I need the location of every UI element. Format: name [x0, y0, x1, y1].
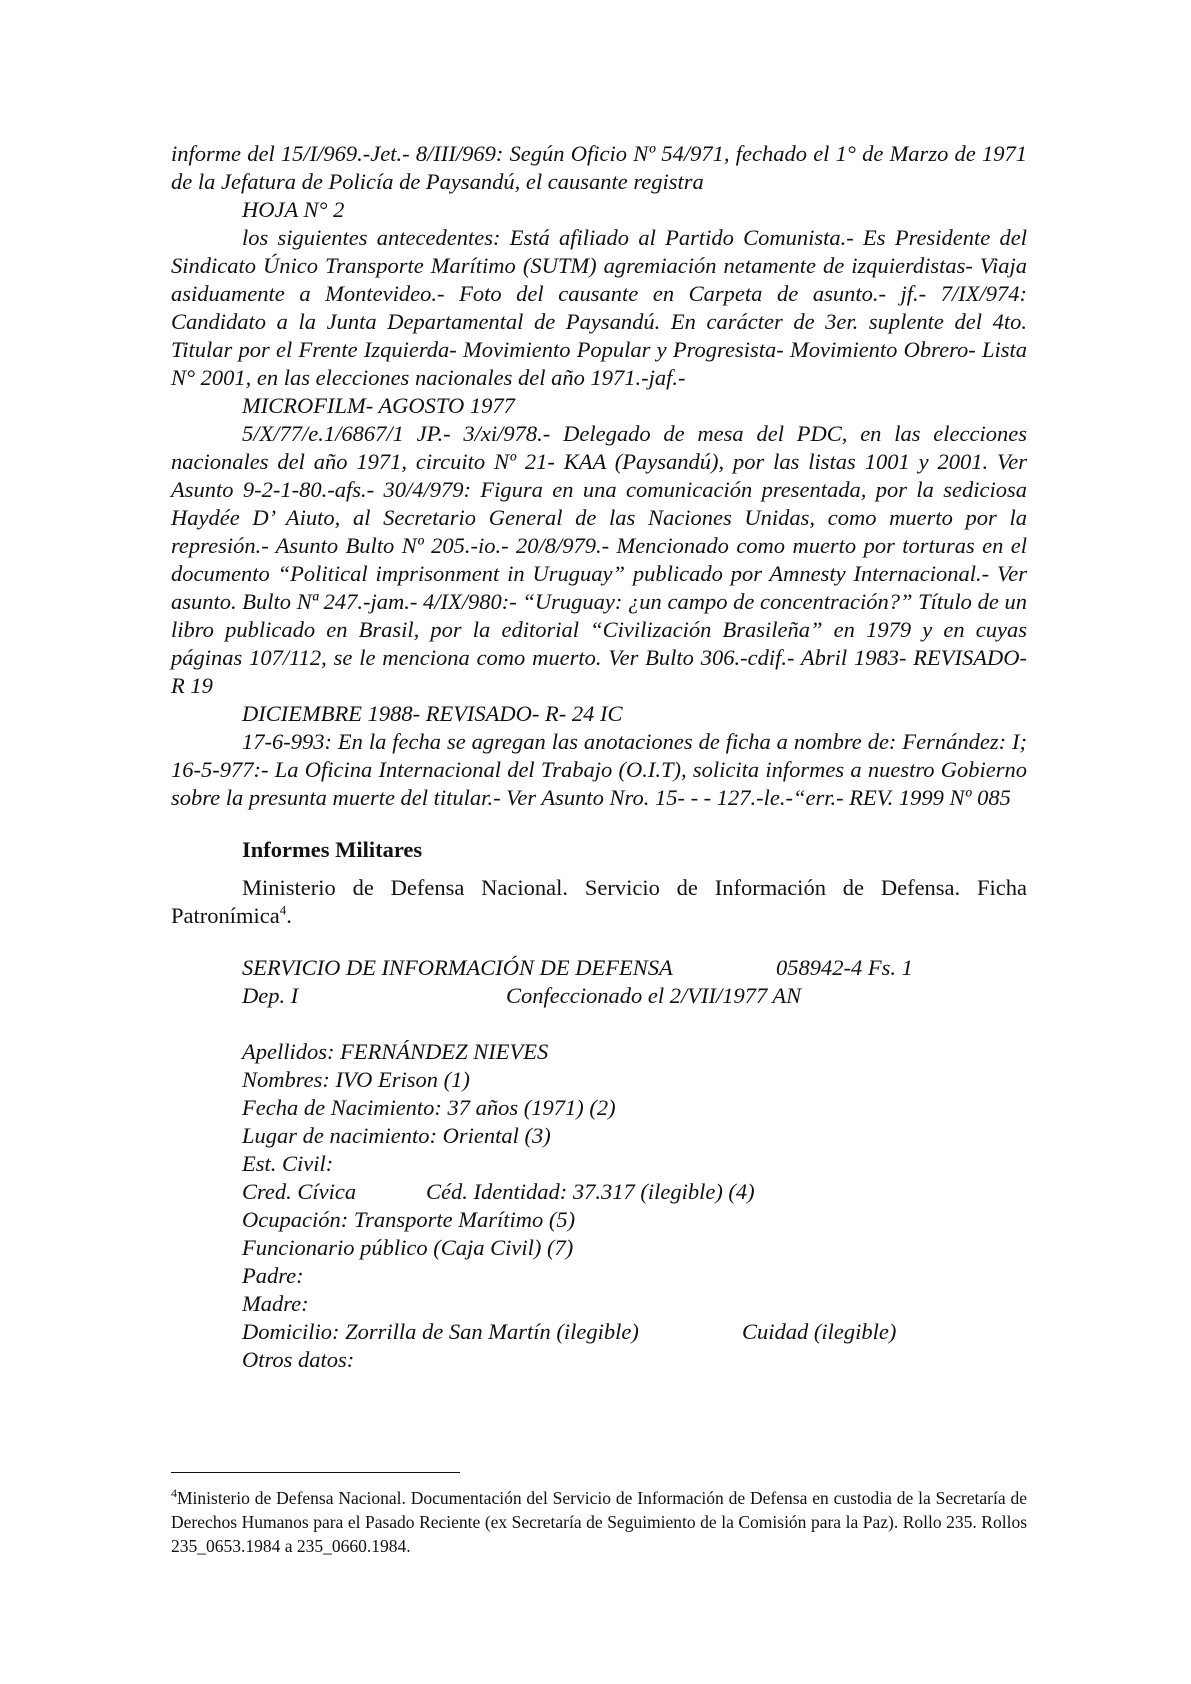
ficha-ocupacion — [242, 1206, 1027, 1234]
ficha-card — [242, 954, 1027, 1374]
ficha-otros — [242, 1346, 1027, 1374]
document-page — [171, 140, 1027, 1374]
footnote-number: 4 — [171, 1486, 177, 1501]
ficha-service: SERVICIO DE INFORMACIÓN DE DEFENSA — [242, 955, 673, 980]
section-heading: Informes Militares — [242, 837, 423, 862]
ficha-credencial: Cred. Cívica — [242, 1179, 357, 1204]
ficha-nombres — [242, 1066, 1027, 1094]
hoja-label: HOJA N° 2 — [242, 197, 345, 222]
ficha-padre — [242, 1262, 1027, 1290]
ficha-otros-text: Otros datos: — [242, 1347, 355, 1372]
paragraph-anotaciones: 17-6-993: En la fecha se agregan las anotaciones de ficha a nombre de: Fernández: I; 16-5-977:- La Oficina Internacional del Trabajo (O.I.T), solicita informes a nuestro Gobierno sobre la presunta muerte del titular.- Ver Asunto Nro. 15- - - 127.-le.-“err.- REV. 1999 Nº 085 — [171, 729, 1027, 810]
ficha-madre-text: Madre: — [242, 1291, 309, 1316]
ficha-civil — [242, 1150, 1027, 1178]
ficha-header-row — [242, 954, 1027, 982]
section-intro-text: Ministerio de Defensa Nacional. Servicio de Información de Defensa. Ficha Patronímica — [171, 875, 1027, 928]
revisado-label: DICIEMBRE 1988- REVISADO- R- 24 IC — [242, 701, 623, 726]
section-intro-end: . — [286, 903, 292, 928]
ficha-domicilio-row — [242, 1318, 1027, 1346]
ficha-fecha-text: Fecha de Nacimiento: 37 años (1971) (2) — [242, 1095, 616, 1120]
ficha-credencial-row — [242, 1178, 1027, 1206]
ficha-funcionario-text: Funcionario público (Caja Civil) (7) — [242, 1235, 574, 1260]
ficha-nombres-text: Nombres: IVO Erison (1) — [242, 1067, 470, 1092]
microfilm-label: MICROFILM- AGOSTO 1977 — [242, 393, 515, 418]
footnote — [171, 1486, 1027, 1558]
ficha-padre-text: Padre: — [242, 1263, 304, 1288]
ficha-number: 058942-4 Fs. 1 — [776, 955, 913, 980]
ficha-dep: Dep. I — [242, 983, 299, 1008]
ficha-civil-text: Est. Civil: — [242, 1151, 334, 1176]
paragraph-informe: informe del 15/I/969.-Jet.- 8/III/969: Según Oficio Nº 54/971, fechado el 1° de Marzo de 1971 de la Jefatura de Policía de Paysandú, el causante registra — [171, 141, 1027, 194]
ficha-made: Confeccionado el 2/VII/1977 AN — [506, 983, 802, 1008]
ficha-ocupacion-text: Ocupación: Transporte Marítimo (5) — [242, 1207, 576, 1232]
ficha-funcionario — [242, 1234, 1027, 1262]
ficha-lugar — [242, 1122, 1027, 1150]
section-intro — [171, 874, 1027, 930]
ficha-madre — [242, 1290, 1027, 1318]
paragraph-antecedentes: los siguientes antecedentes: Está afiliado al Partido Comunista.- Es Presidente del Sindicato Único Transporte Marítimo (SUTM) agremiación netamente de izquierdistas- Viaja asiduamente a Montevideo.- Foto del causante en Carpeta de asunto.- jf.- 7/IX/974: Candidato a la Junta Departamental de Paysandú. En carácter de 3er. suplente del 4to. Titular por el Frente Izquierda- Movimiento Popular y Progresista- Movimiento Obrero- Lista N° 2001, en las elecciones nacionales del año 1971.-jaf.- — [171, 225, 1027, 390]
paragraph-delegado: 5/X/77/e.1/6867/1 JP.- 3/xi/978.- Delegado de mesa del PDC, en las elecciones nacionales del año 1971, circuito Nº 21- KAA (Paysandú), por las listas 1001 y 2001. Ver Asunto 9-2-1-80.-afs.- 30/4/979: Figura en una comunicación presentada, por la sediciosa Haydée D’ Aiuto, al Secretario General de las Naciones Unidas, como muerto por la represión.- Asunto Bulto Nº 205.-io.- 20/8/979.- Mencionado como muerto por torturas en el documento “Political imprisonment in Uruguay” publicado por Amnesty Internacional.- Ver asunto. Bulto Nª 247.-jam.- 4/IX/980:- “Uruguay: ¿un campo de concentración?” Título de un libro publicado en Brasil, por la editorial “Civilización Brasileña” en 1979 y en cuyas páginas 107/112, se le menciona como muerto. Ver Bulto 306.-cdif.- Abril 1983- REVISADO- R 19 — [171, 421, 1027, 698]
ficha-lugar-text: Lugar de nacimiento: Oriental (3) — [242, 1123, 551, 1148]
ficha-apellidos-text: Apellidos: FERNÁNDEZ NIEVES — [242, 1039, 549, 1064]
ficha-domicilio: Domicilio: Zorrilla de San Martín (ilegible) — [242, 1319, 639, 1344]
ficha-apellidos — [242, 1038, 1027, 1066]
ficha-cedula: Céd. Identidad: 37.317 (ilegible) (4) — [426, 1179, 755, 1204]
ficha-fecha — [242, 1094, 1027, 1122]
ficha-dep-row — [242, 982, 1027, 1010]
footnote-ref: 4 — [279, 902, 287, 918]
footnote-text: Ministerio de Defensa Nacional. Documentación del Servicio de Información de Defensa en custodia de la Secretaría de Derechos Humanos para el Pasado Reciente (ex Secretaría de Seguimiento de la Comisión para la Paz). Rollo 235. Rollos 235_0653.1984 a 235_0660.1984. — [171, 1488, 1027, 1556]
footnote-divider — [171, 1472, 460, 1473]
ficha-ciudad: Cuidad (ilegible) — [742, 1319, 897, 1344]
